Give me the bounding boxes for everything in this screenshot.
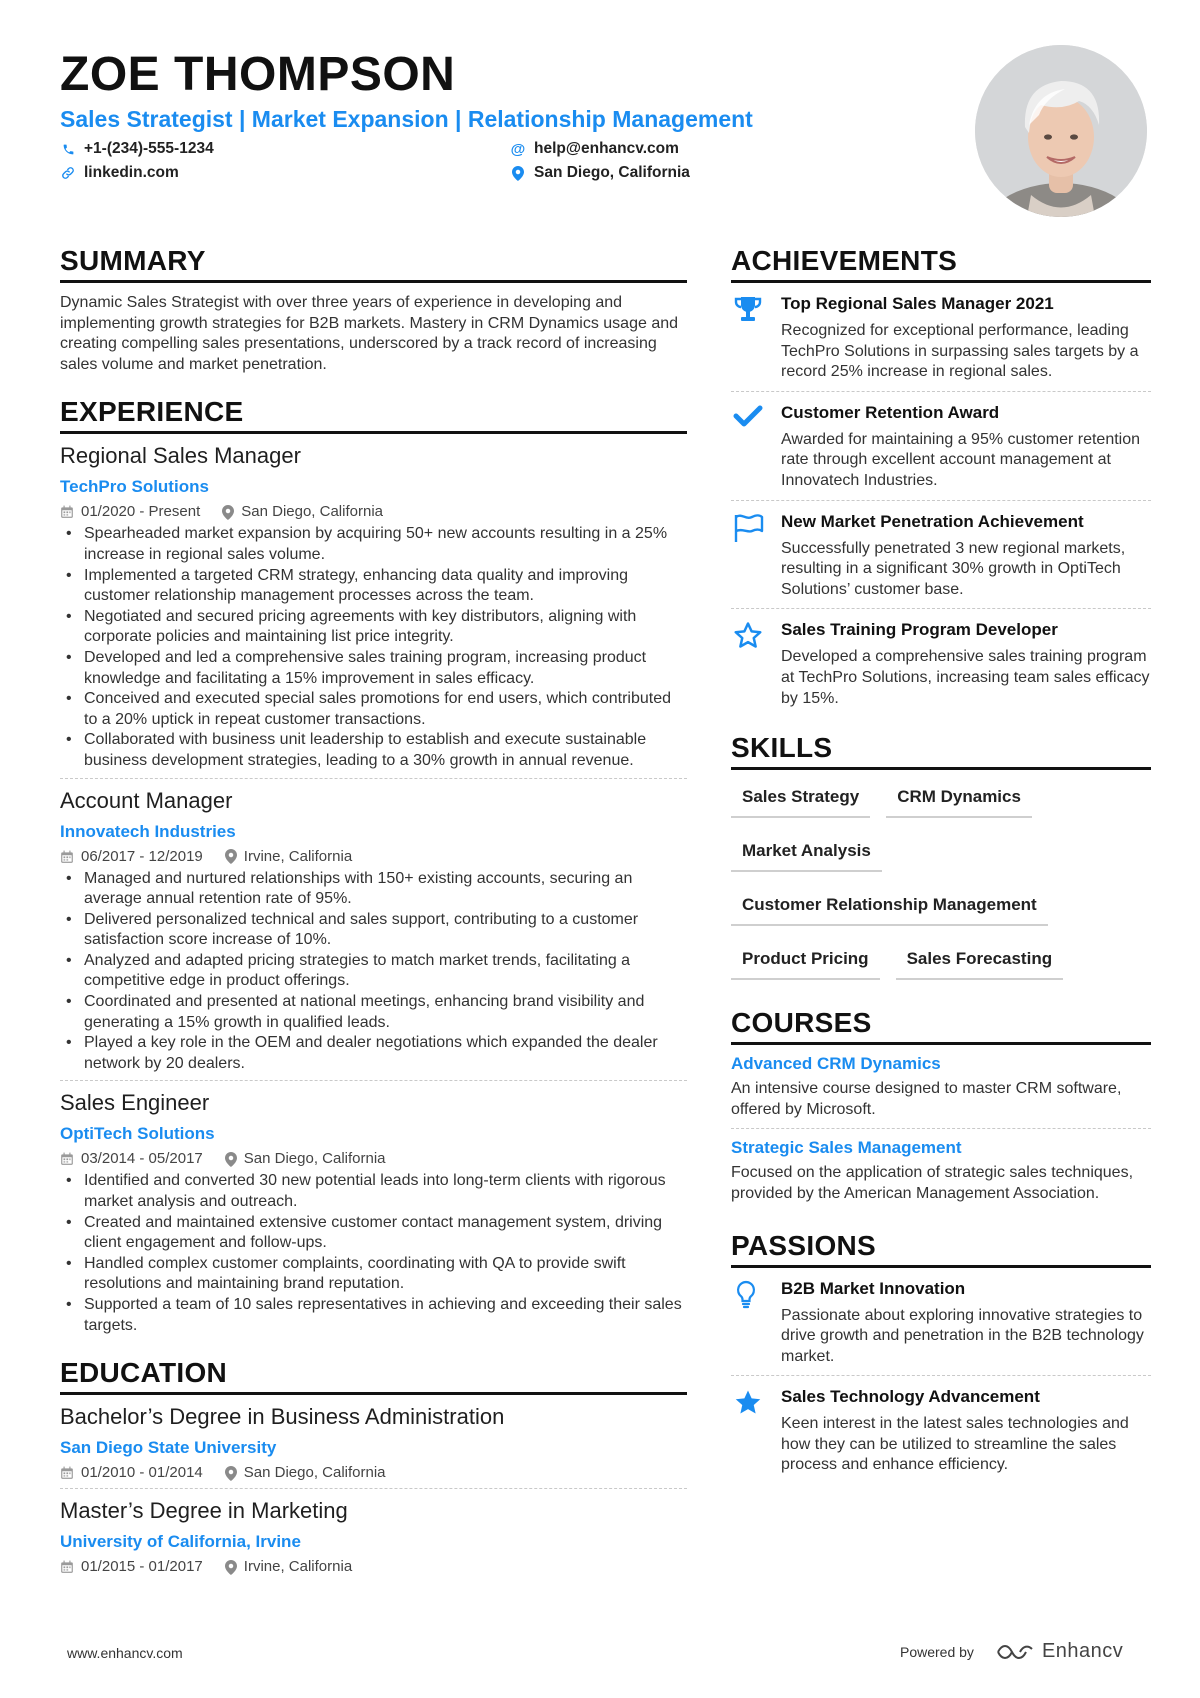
bullet-item: • Played a key role in the OEM and dealer negotiations which expanded the dealer network by 20 dealers. xyxy=(60,1033,687,1074)
trophy-icon xyxy=(733,295,763,323)
skill-tag: Sales Forecasting xyxy=(896,938,1064,980)
star-outline-icon xyxy=(733,621,763,651)
contact-location xyxy=(510,164,930,182)
achievement-description: Developed a comprehensive sales training program at TechPro Solutions, increasing team sales efficacy by 15%. xyxy=(781,648,1150,707)
calendar-icon xyxy=(60,1152,74,1166)
job-meta xyxy=(60,848,687,866)
education-location: San Diego, California xyxy=(243,1464,386,1482)
course-item xyxy=(731,1128,1151,1212)
contact-email[interactable] xyxy=(510,140,930,158)
bullet-item: • Developed and led a comprehensive sales training program, increasing product knowledge and facilitating a 15% improvement in sales efficacy. xyxy=(60,648,687,689)
job-location: San Diego, California xyxy=(243,1150,386,1168)
passion-title: Sales Technology Advancement xyxy=(781,1387,1040,1407)
achievement-title: Top Regional Sales Manager 2021 xyxy=(781,294,1054,313)
location-pin-icon xyxy=(225,849,237,864)
experience-section xyxy=(60,395,687,1342)
achievement-item xyxy=(731,500,1151,609)
skill-tag: Product Pricing xyxy=(731,938,880,980)
left-column xyxy=(60,244,687,1582)
flag-icon xyxy=(733,513,765,543)
job-title: Account Manager xyxy=(60,787,233,813)
right-column xyxy=(731,244,1151,1484)
company-name: TechPro Solutions xyxy=(60,477,209,497)
achievement-title: Sales Training Program Developer xyxy=(781,620,1058,640)
achievement-item xyxy=(731,283,1151,391)
education-location: Irvine, California xyxy=(243,1558,353,1576)
candidate-headline: Sales Strategist | Market Expansion | Relationship Management xyxy=(60,106,753,132)
education-item xyxy=(60,1395,687,1488)
candidate-name: ZOE THOMPSON xyxy=(60,48,456,101)
enhancv-brand: Enhancv xyxy=(1041,1640,1124,1662)
degree-title: Master’s Degree in Marketing xyxy=(60,1498,348,1524)
achievement-description: Awarded for maintaining a 95% customer retention rate through excellent account management at Innovatech Industries. xyxy=(781,430,1141,489)
calendar-icon xyxy=(60,505,74,519)
education-dates: 01/2015 - 01/2017 xyxy=(81,1558,203,1576)
course-title: Strategic Sales Management xyxy=(731,1138,962,1158)
location-pin-icon xyxy=(222,505,234,520)
job-location: San Diego, California xyxy=(241,503,383,521)
contact-linkedin[interactable] xyxy=(60,164,510,182)
education-section xyxy=(60,1356,687,1582)
job-title: Sales Engineer xyxy=(60,1090,210,1116)
passion-item xyxy=(731,1268,1151,1376)
experience-item xyxy=(60,1080,687,1342)
lightbulb-icon xyxy=(733,1280,759,1310)
summary-section xyxy=(60,244,687,375)
bullet-item: • Conceived and executed special sales promotions for end users, which contributed to a 20% uptick in repeat customer transactions. xyxy=(60,689,687,730)
bullet-item: • Analyzed and adapted pricing strategies to match market trends, facilitating a competitive edge in product offerings. xyxy=(60,951,687,992)
job-dates: 03/2014 - 05/2017 xyxy=(81,1150,203,1168)
education-dates: 01/2010 - 01/2014 xyxy=(81,1464,203,1482)
passions-section xyxy=(731,1229,1151,1485)
skill-tag: Customer Relationship Management xyxy=(731,884,1048,926)
at-sign-icon: @ xyxy=(510,140,526,158)
job-title: Regional Sales Manager xyxy=(60,443,301,469)
job-bullets xyxy=(60,869,687,1075)
passion-description: Keen interest in the latest sales technologies and how they can be utilized to streamline the sales process and enhance efficiency. xyxy=(781,1415,1129,1474)
powered-by-label: Powered by xyxy=(900,1643,974,1660)
calendar-icon xyxy=(60,850,74,864)
achievements-heading: ACHIEVEMENTS xyxy=(731,244,1151,283)
email-text: help@enhancv.com xyxy=(534,140,679,157)
job-dates: 01/2020 - Present xyxy=(81,503,201,521)
course-title: Advanced CRM Dynamics xyxy=(731,1054,941,1074)
summary-heading: SUMMARY xyxy=(60,244,687,283)
bullet-item: • Negotiated and secured pricing agreements with key distributors, aligning with corporate policies and maintaining list price integrity. xyxy=(60,607,687,648)
job-location: Irvine, California xyxy=(243,847,353,865)
achievement-item xyxy=(731,608,1151,717)
passion-description: Passionate about exploring innovative strategies to drive growth and penetration in the B2B technology market. xyxy=(781,1306,1144,1365)
bullet-item: • Coordinated and presented at national meetings, enhancing brand visibility and generating a 15% growth in qualified leads. xyxy=(60,992,687,1033)
bullet-item: • Identified and converted 30 new potential leads into long-term clients with rigorous market analysis and outreach. xyxy=(60,1171,687,1212)
contact-info xyxy=(60,140,940,182)
resume-header xyxy=(60,48,940,182)
enhancv-logo-icon xyxy=(996,1641,1036,1663)
location-pin-icon xyxy=(225,1466,237,1481)
skill-tag: Market Analysis xyxy=(731,830,882,872)
course-item xyxy=(731,1045,1151,1128)
passions-heading: PASSIONS xyxy=(731,1229,1151,1268)
star-icon xyxy=(733,1388,763,1418)
bullet-item: • Implemented a targeted CRM strategy, enhancing data quality and improving customer relationship management processes across the team. xyxy=(60,566,687,607)
calendar-icon xyxy=(60,1466,74,1480)
bullet-item: • Spearheaded market expansion by acquiring 50+ new accounts resulting in a 25% increase in regional sales volume. xyxy=(60,524,687,565)
phone-text: +1-(234)-555-1234 xyxy=(84,140,214,157)
education-meta xyxy=(60,1464,687,1482)
location-pin-icon xyxy=(510,165,526,181)
location-pin-icon xyxy=(225,1560,237,1575)
job-meta xyxy=(60,503,687,521)
footer-website[interactable]: www.enhancv.com xyxy=(67,1645,183,1661)
company-name: Innovatech Industries xyxy=(60,821,236,841)
bullet-item: • Handled complex customer complaints, coordinating with QA to provide swift resolutions and maintaining brand reputation. xyxy=(60,1254,687,1295)
phone-icon xyxy=(60,141,76,157)
education-heading: EDUCATION xyxy=(60,1356,687,1395)
achievements-section xyxy=(731,244,1151,717)
location-text: San Diego, California xyxy=(534,164,690,181)
skill-tag: CRM Dynamics xyxy=(886,776,1032,818)
courses-heading: COURSES xyxy=(731,1006,1151,1045)
course-description: Focused on the application of strategic sales techniques, provided by the American Management Association. xyxy=(731,1164,1134,1202)
summary-text: Dynamic Sales Strategist with over three years of experience in developing and implementing growth strategies for B2B markets. Mastery in CRM Dynamics usage and creating compelling sales presentations, underscored by a track record of increasing sales volume and market penetration. xyxy=(60,294,679,373)
skills-list xyxy=(731,776,1151,992)
checkmark-icon xyxy=(733,404,763,428)
bullet-item: • Created and maintained extensive customer contact management system, driving client engagement and follow-ups. xyxy=(60,1213,687,1254)
achievement-description: Successfully penetrated 3 new regional markets, resulting in a significant 30% growth in OptiTech Solutions’ customer base. xyxy=(781,539,1126,598)
link-icon xyxy=(60,165,76,181)
job-dates: 06/2017 - 12/2019 xyxy=(81,847,203,865)
bullet-item: • Delivered personalized technical and sales support, contributing to a customer satisfaction score increase of 10%. xyxy=(60,910,687,951)
course-description: An intensive course designed to master CRM software, offered by Microsoft. xyxy=(731,1080,1122,1118)
job-meta xyxy=(60,1150,687,1168)
achievement-description: Recognized for exceptional performance, leading TechPro Solutions in surpassing sales targets by a record 25% increase in regional sales. xyxy=(781,322,1139,381)
experience-item xyxy=(60,778,687,1081)
contact-phone[interactable] xyxy=(60,140,510,158)
passion-title: B2B Market Innovation xyxy=(781,1278,966,1298)
bullet-item: • Managed and nurtured relationships with 150+ existing accounts, securing an average annual retention rate of 95%. xyxy=(60,869,687,910)
passion-item xyxy=(731,1375,1151,1484)
education-item xyxy=(60,1488,687,1582)
skills-heading: SKILLS xyxy=(731,731,1151,770)
education-meta xyxy=(60,1558,687,1576)
achievement-item xyxy=(731,391,1151,500)
school-name: San Diego State University xyxy=(60,1438,277,1458)
job-bullets xyxy=(60,524,687,771)
calendar-icon xyxy=(60,1560,74,1574)
linkedin-text: linkedin.com xyxy=(84,164,179,181)
degree-title: Bachelor’s Degree in Business Administration xyxy=(60,1404,505,1430)
profile-photo xyxy=(975,45,1147,217)
school-name: University of California, Irvine xyxy=(60,1532,301,1552)
courses-section xyxy=(731,1006,1151,1212)
achievement-title: New Market Penetration Achievement xyxy=(781,511,1084,531)
job-bullets xyxy=(60,1171,687,1336)
bullet-item: • Collaborated with business unit leadership to establish and execute sustainable business development strategies, leading to a 30% growth in annual revenue. xyxy=(60,730,687,771)
skill-tag: Sales Strategy xyxy=(731,776,870,818)
footer-powered-by[interactable] xyxy=(900,1640,1123,1663)
location-pin-icon xyxy=(225,1152,237,1167)
company-name: OptiTech Solutions xyxy=(60,1124,215,1144)
skills-section xyxy=(731,731,1151,992)
experience-heading: EXPERIENCE xyxy=(60,395,687,434)
bullet-item: • Supported a team of 10 sales representatives in achieving and exceeding their sales targets. xyxy=(60,1295,687,1336)
experience-item xyxy=(60,434,687,777)
achievement-title: Customer Retention Award xyxy=(781,402,1000,422)
